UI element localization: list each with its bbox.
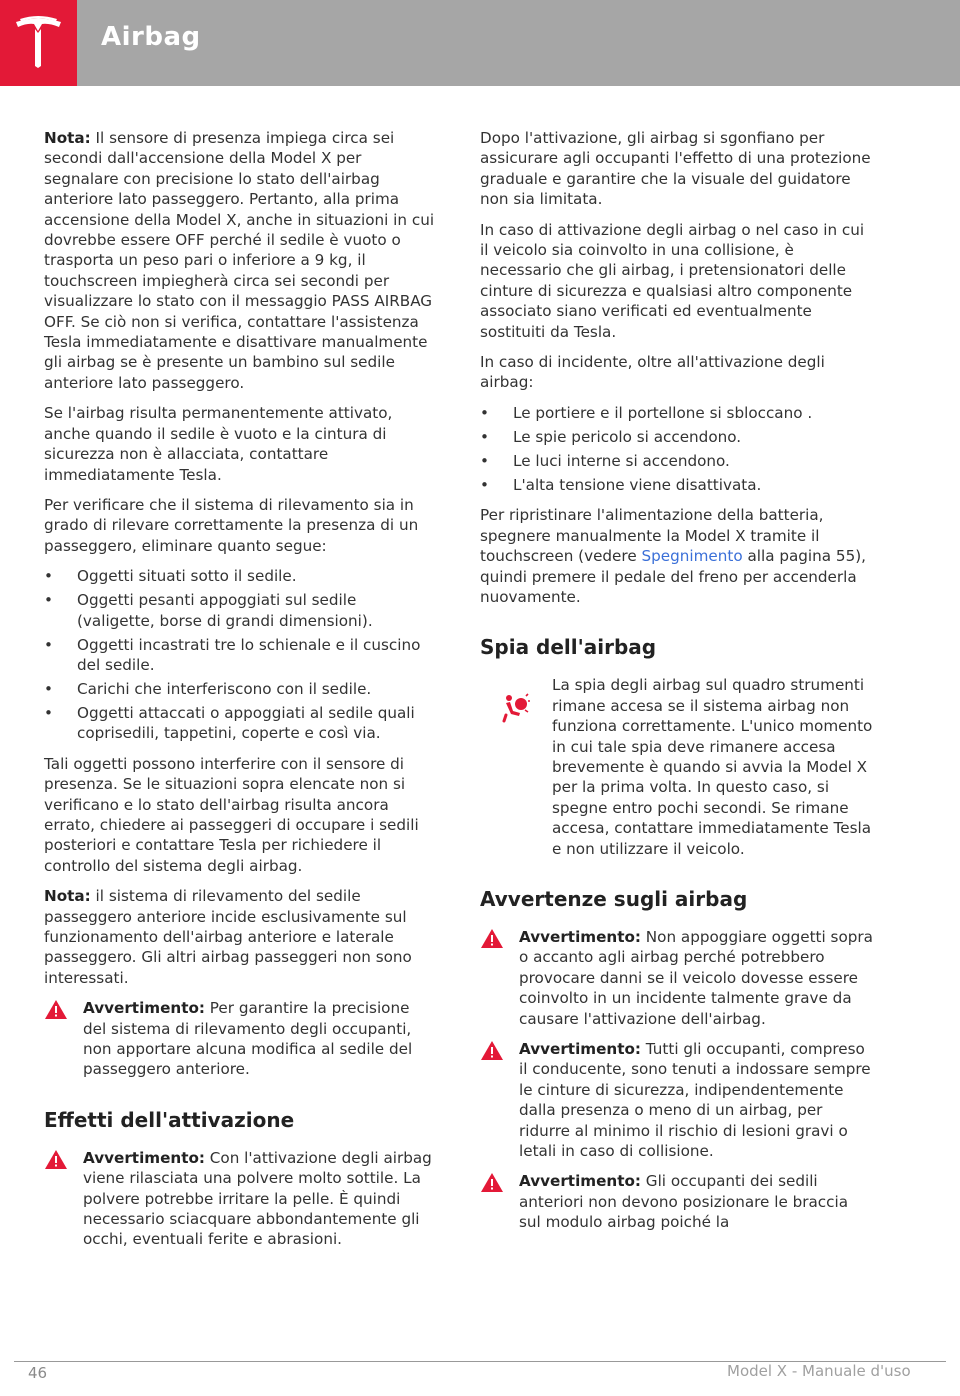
- note-paragraph: [44, 886, 436, 988]
- list-item: • Oggetti situati sotto il sedile.: [44, 566, 436, 586]
- list-item: • Oggetti attaccati o appoggiati al sedile quali coprisedili, tappetini, coperte e così via.: [44, 703, 436, 744]
- section-heading: Avvertenze sugli airbag: [480, 886, 748, 911]
- list-item: • Le portiere e il portellone si sbloccano .: [480, 403, 874, 423]
- section-heading: Effetti dell'attivazione: [44, 1107, 295, 1132]
- page-number: 46: [28, 1364, 48, 1382]
- airbag-indicator-block: [480, 675, 874, 859]
- section-heading: Spia dell'airbag: [480, 635, 657, 660]
- note-label: Nota:: [44, 887, 91, 906]
- paragraph-text: alla pagina 55), quindi premere il pedale del freno per accenderla nuovamente.: [480, 547, 866, 606]
- warning-triangle-icon: [44, 999, 68, 1020]
- warning-text: Per garantire la precisione del sistema di rilevamento degli occupanti, non apportare alcuna modifica al sedile del passeggero anteriore.: [83, 999, 413, 1079]
- paragraph: In caso di incidente, oltre all'attivazione degli airbag:: [480, 353, 825, 392]
- warning-block: [44, 998, 436, 1080]
- warning-triangle-icon: [480, 1172, 504, 1193]
- list-item: • Le spie pericolo si accendono.: [480, 427, 874, 447]
- warning-block: [44, 1148, 436, 1250]
- warning-block: [480, 1039, 874, 1161]
- warning-triangle-icon: [480, 928, 504, 949]
- note-paragraph: [44, 128, 436, 393]
- airbag-warning-light-icon: [500, 693, 530, 723]
- warning-block: [480, 927, 874, 1029]
- list-item: • Oggetti pesanti appoggiati sul sedile (valigette, borse di grandi dimensioni).: [44, 590, 436, 631]
- warning-text: Non appoggiare oggetti sopra o accanto agli airbag perché potrebbero provocare danni se il veicolo dovesse essere coinvolto in un incidente talmente grave da causare l'attivazione dell'airbag.: [519, 927, 873, 1028]
- note-text: il sistema di rilevamento del sedile passeggero anteriore incide esclusivamente sul funzionamento dell'airbag anteriore e laterale passeggero. Gli altri airbag passeggeri non sono interessati.: [44, 887, 412, 987]
- warning-label: Avvertimento:: [519, 1040, 641, 1058]
- warning-label: Avvertimento:: [83, 1148, 205, 1167]
- paragraph: Se l'airbag risulta permanentemente attivato, anche quando il sedile è vuoto e la cintura di sicurezza non è allacciata, contattare immediatamente Tesla.: [44, 404, 393, 484]
- page-header: [0, 0, 960, 86]
- bullet-list: [44, 566, 436, 744]
- tesla-logo-icon: [14, 16, 63, 68]
- page-title: Airbag: [101, 22, 201, 52]
- list-item: • L'alta tensione viene disattivata.: [480, 475, 874, 495]
- bullet-list: [480, 403, 874, 495]
- spegnimento-link[interactable]: Spegnimento: [641, 547, 743, 566]
- note-label: Nota:: [44, 129, 91, 147]
- paragraph: Tali oggetti possono interferire con il sensore di presenza. Se le situazioni sopra elencate non si verificano e lo stato dell'airbag risulta ancora errato, chiedere ai passeggeri di occupare i sedili posteriori e contattare Tesla per richiedere il controllo del sistema degli airbag.: [44, 754, 419, 875]
- tesla-logo: [0, 0, 77, 86]
- warning-triangle-icon: [480, 1040, 504, 1061]
- list-item: • Oggetti incastrati tre lo schienale e il cuscino del sedile.: [44, 635, 436, 676]
- paragraph: Per verificare che il sistema di rilevamento sia in grado di rilevare correttamente la presenza di un passeggero, eliminare quanto segue:: [44, 495, 419, 555]
- warning-label: Avvertimento:: [519, 1172, 641, 1191]
- right-column: [480, 128, 874, 1243]
- note-text: Il sensore di presenza impiega circa sei secondi dall'accensione della Model X per segnalare con precisione lo stato dell'airbag anteriore lato passeggero. Pertanto, alla prima accensione della Model X, anche in situazioni in cui dovrebbe essere OFF perché il sedile è vuoto o trasporta un peso pari o inferiore a 9 kg, il touchscreen impiegherà circa sei secondi per visualizzare lo stato con il messaggio PASS AIRBAG OFF. Se ciò non si verifica, contattare l'assistenza Tesla immediatamente e disattivare manualmente gli airbag se è presente un bambino sul sedile anteriore lato passeggero.: [44, 129, 435, 392]
- warning-triangle-icon: [44, 1149, 68, 1170]
- indicator-text: La spia degli airbag sul quadro strumenti rimane accesa se il sistema airbag non funziona correttamente. L'unico momento in cui tale spia deve rimanere accesa brevemente è quando si avvia la Model X per la prima volta. In questo caso, si spegne entro pochi secondi. Se rimane accesa, contattare immediatamente Tesla e non utilizzare il veicolo.: [552, 676, 873, 858]
- list-item: • Le luci interne si accendono.: [480, 451, 874, 471]
- paragraph: Dopo l'attivazione, gli airbag si sgonfiano per assicurare agli occupanti l'effetto di una protezione graduale e garantire che la visuale del guidatore non sia limitata.: [480, 129, 871, 209]
- paragraph: In caso di attivazione degli airbag o nel caso in cui il veicolo sia coinvolto in una collisione, è necessario che gli airbag, i pretensionatori delle cinture di sicurezza e qualsiasi altro componente associato siano verificati ed eventualmente sostituiti da Tesla.: [480, 220, 865, 341]
- warning-text: Tutti gli occupanti, compreso il conducente, sono tenuti a indossare sempre le cinture di sicurezza, indipendentemente dalla presenza o meno di un airbag, per ridurre al minimo il rischio di lesioni gravi o letali in caso di collisione.: [519, 1040, 871, 1161]
- list-item: • Carichi che interferiscono con il sedile.: [44, 679, 436, 699]
- warning-text: Gli occupanti dei sedili anteriori non devono posizionare le braccia sul modulo airbag poiché la: [519, 1172, 849, 1232]
- warning-label: Avvertimento:: [83, 999, 205, 1018]
- manual-title: Model X - Manuale d'uso: [727, 1362, 911, 1380]
- warning-text: Con l'attivazione degli airbag viene rilasciata una polvere molto sottile. La polvere potrebbe irritare la pelle. È quindi necessario sciacquare abbondantemente gli occhi, eventuali ferite e abrasioni.: [83, 1148, 432, 1249]
- warning-label: Avvertimento:: [519, 927, 641, 946]
- warning-block: [480, 1171, 874, 1232]
- paragraph-text: Per ripristinare l'alimentazione della batteria, spegnere manualmente la Model X tramite il touchscreen (vedere: [480, 506, 824, 566]
- left-column: [44, 128, 436, 1260]
- paragraph: [480, 505, 874, 607]
